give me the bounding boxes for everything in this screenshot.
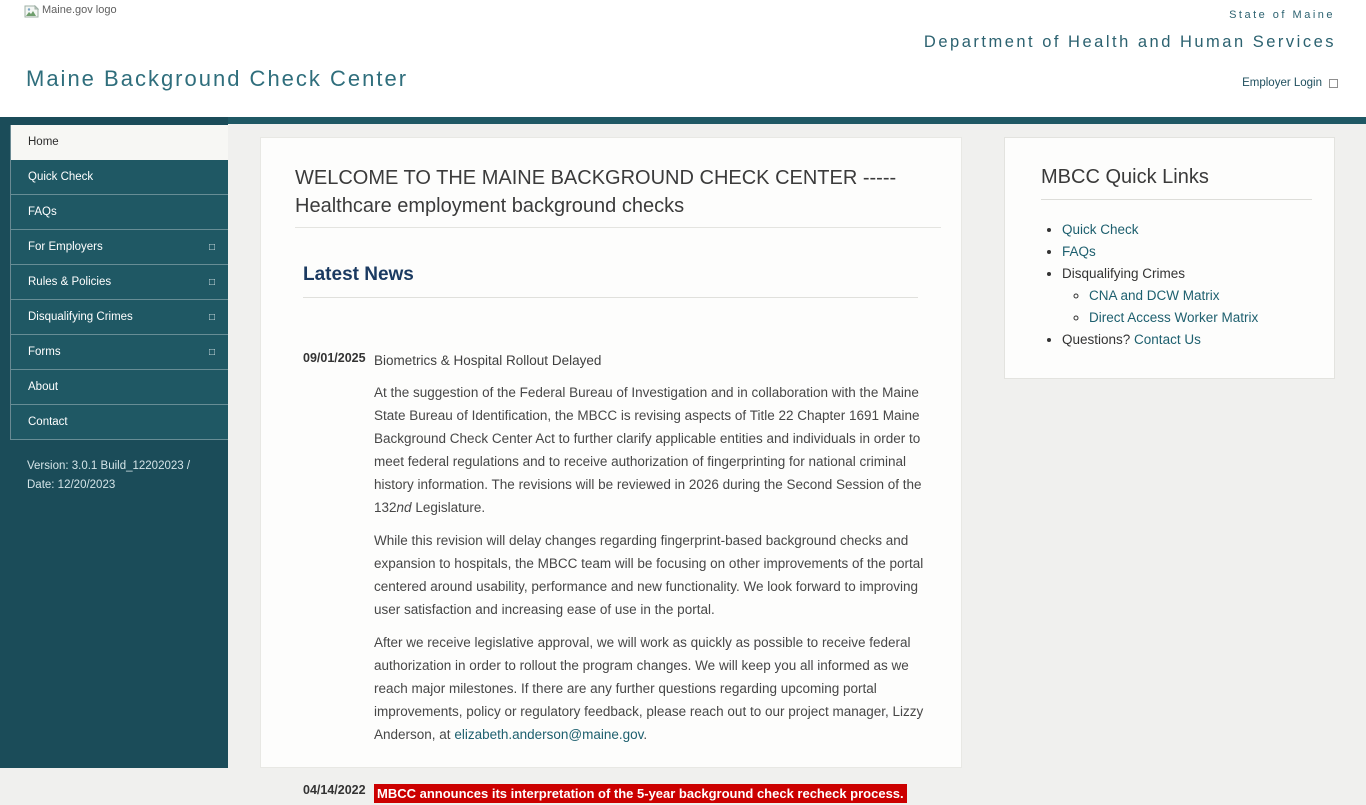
quick-links-list	[1041, 219, 1312, 351]
quick-check-link[interactable]: Quick Check	[1062, 222, 1139, 237]
sidebar-item-label: Quick Check	[28, 171, 94, 183]
quick-links-sublist	[1062, 285, 1312, 329]
ordinal-suffix: nd	[396, 500, 412, 515]
main-content-panel	[260, 137, 962, 801]
sidebar-item-contact[interactable]	[11, 405, 228, 440]
news-body	[374, 782, 940, 805]
email-link[interactable]: elizabeth.anderson@maine.gov	[454, 727, 644, 742]
sidebar-item-label: Forms	[28, 346, 61, 358]
news-item	[303, 350, 941, 746]
list-item	[1062, 329, 1312, 351]
sidebar-item-for-employers[interactable]	[11, 230, 228, 265]
list-item	[1089, 285, 1312, 307]
maine-gov-logo[interactable]	[24, 4, 117, 18]
sidebar-item-faqs[interactable]	[11, 195, 228, 230]
questions-label: Questions?	[1062, 332, 1135, 347]
news-item	[303, 782, 941, 805]
news-paragraph: While this revision will delay changes regarding fingerprint-based background checks and expansion to hospitals, the MBCC team will be focusing on other improvements of the portal centered around usability, performance and new functionality. We look forward to improving user satisfaction and increasing ease of use in the portal.	[374, 533, 924, 617]
sidebar-nav	[0, 117, 228, 768]
news-body	[374, 350, 940, 746]
contact-us-link[interactable]: Contact Us	[1134, 332, 1201, 347]
sidebar-item-disqualifying-crimes[interactable]	[11, 300, 228, 335]
disqualifying-crimes-label: Disqualifying Crimes	[1062, 266, 1186, 281]
quick-links-heading: MBCC Quick Links	[1041, 166, 1209, 188]
paragraph-text: After we receive legislative approval, we will work as quickly as possible to receive federal authorization in order to rollout the program changes. We will keep you all informed as we reach major milestones. If there are any further questions regarding upcoming portal improvements, policy or regulatory feedback, please reach out to our project manager, Lizzy Anderson, at	[374, 635, 924, 742]
sidebar-item-quick-check[interactable]	[11, 160, 228, 195]
sidebar-item-home[interactable]	[11, 125, 228, 160]
paragraph-text: Legislature.	[411, 500, 486, 515]
welcome-heading: WELCOME TO THE MAINE BACKGROUND CHECK CENTER ----- Healthcare employment background checks	[295, 167, 897, 217]
state-of-maine-label: State of Maine	[1229, 9, 1335, 21]
expand-icon: □	[208, 242, 215, 253]
news-date: 04/14/2022	[303, 783, 366, 797]
department-label: Department of Health and Human Services	[923, 33, 1336, 51]
list-item	[1062, 241, 1312, 263]
list-item	[1089, 307, 1312, 329]
sidebar-item-label: About	[28, 381, 59, 393]
list-item	[1062, 219, 1312, 241]
employer-login-link[interactable]	[1242, 77, 1338, 89]
sidebar-item-label: FAQs	[28, 206, 57, 218]
sidebar-item-label: Contact	[28, 416, 68, 428]
sidebar-item-label: Home	[28, 136, 59, 148]
page-header	[0, 0, 1366, 117]
expand-icon: □	[208, 277, 215, 288]
latest-news-section	[295, 264, 941, 805]
direct-access-worker-matrix-link[interactable]: Direct Access Worker Matrix	[1089, 310, 1259, 325]
version-info: Version: 3.0.1 Build_12202023 / Date: 12/20/2023	[27, 460, 191, 491]
faqs-link[interactable]: FAQs	[1062, 244, 1096, 259]
news-date: 09/01/2025	[303, 351, 366, 365]
sidebar-menu	[10, 125, 228, 440]
logo-alt-text: Maine.gov logo	[42, 4, 117, 16]
broken-image-icon	[24, 5, 39, 18]
login-icon-placeholder	[1329, 79, 1338, 88]
recheck-process-announcement-link[interactable]: MBCC announces its interpretation of the 5-year background check recheck process.	[374, 784, 907, 803]
sidebar-item-forms[interactable]	[11, 335, 228, 370]
expand-icon: □	[208, 312, 215, 323]
heading-divider	[295, 227, 941, 228]
sidebar-item-about[interactable]	[11, 370, 228, 405]
latest-news-heading: Latest News	[303, 264, 414, 285]
sidebar-item-rules-policies[interactable]	[11, 265, 228, 300]
quick-links-panel	[1004, 137, 1335, 379]
news-paragraph	[374, 631, 940, 746]
sidebar-item-label: Disqualifying Crimes	[28, 311, 133, 323]
list-item	[1062, 263, 1312, 329]
quick-links-divider	[1041, 199, 1312, 200]
paragraph-text: .	[643, 727, 648, 742]
employer-login-label: Employer Login	[1242, 77, 1322, 89]
news-paragraph	[374, 381, 940, 519]
news-title: Biometrics & Hospital Rollout Delayed	[374, 353, 602, 368]
paragraph-text: At the suggestion of the Federal Bureau of Investigation and in collaboration with the Maine State Bureau of Identification, the MBCC is revising aspects of Title 22 Chapter 1691 Maine Background Check Center Act to further clarify applicable entities and individuals in order to meet federal regulations and to receive authorization of fingerprinting for national criminal history information. The revisions will be reviewed in 2026 during the Second Session of the 132	[374, 385, 922, 515]
expand-icon: □	[208, 347, 215, 358]
latest-news-divider	[303, 297, 918, 298]
sidebar-item-label: Rules & Policies	[28, 276, 112, 288]
site-title: Maine Background Check Center	[26, 66, 409, 91]
cna-dcw-matrix-link[interactable]: CNA and DCW Matrix	[1089, 288, 1220, 303]
sidebar-item-label: For Employers	[28, 241, 103, 253]
